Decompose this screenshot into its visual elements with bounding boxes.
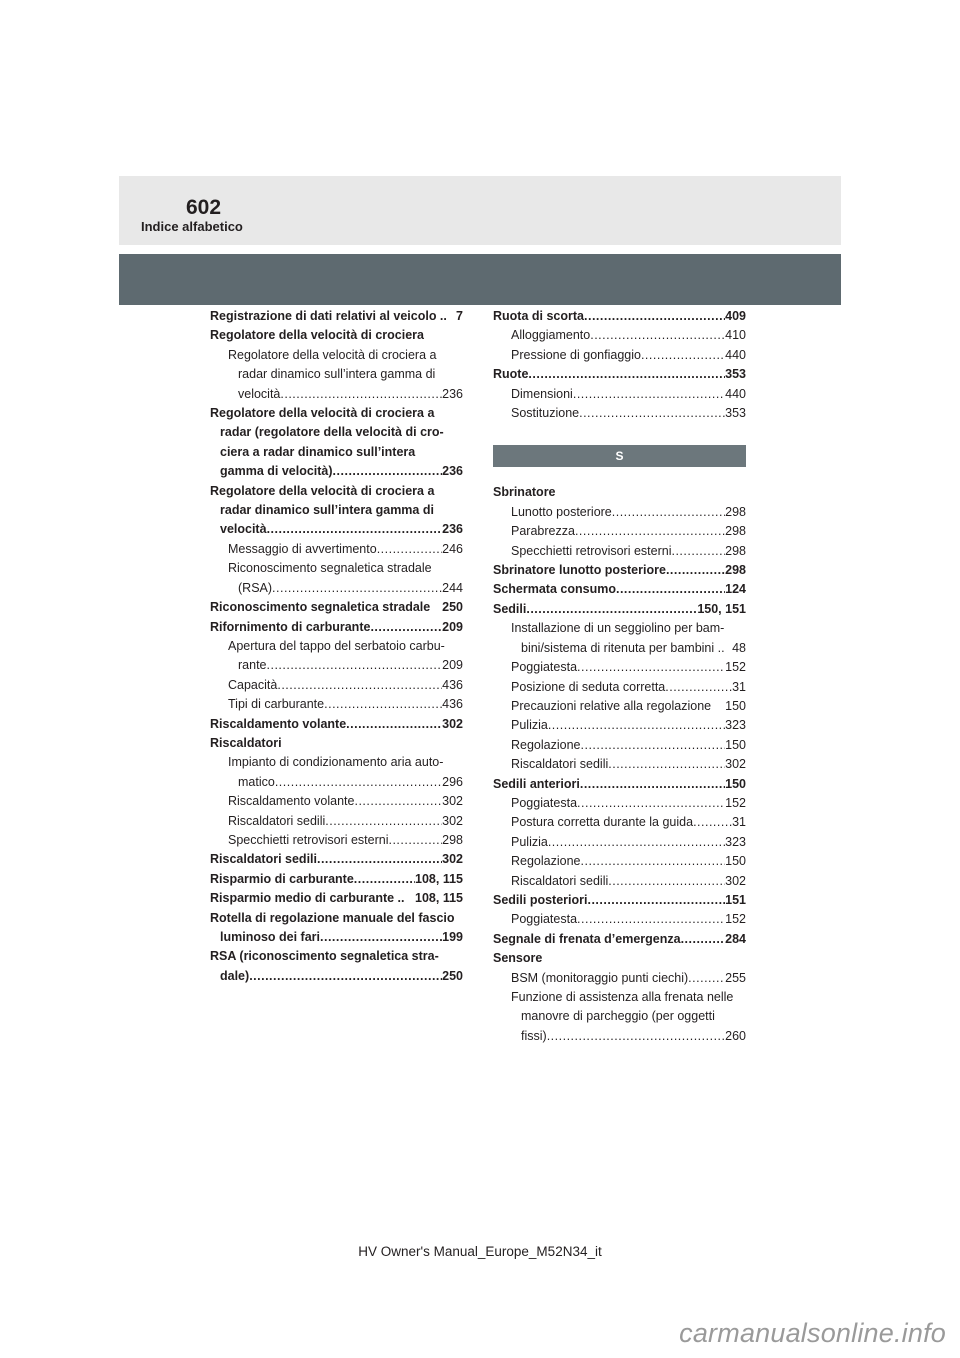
index-entry-label: Regolazione bbox=[511, 737, 581, 752]
dot-leader bbox=[580, 775, 725, 794]
index-entry bbox=[210, 676, 463, 695]
index-entry-page: 250 bbox=[442, 600, 463, 615]
dot-leader bbox=[671, 542, 725, 561]
index-entry bbox=[493, 813, 746, 832]
index-entry bbox=[210, 365, 463, 384]
index-entry-page: 150 bbox=[725, 698, 746, 713]
index-entry bbox=[493, 697, 746, 716]
index-entry bbox=[210, 889, 463, 908]
dot-leader bbox=[577, 794, 725, 813]
index-entry bbox=[210, 753, 463, 772]
index-entry bbox=[210, 618, 463, 637]
index-entry-page: 353 bbox=[725, 367, 746, 382]
index-entry bbox=[493, 794, 746, 813]
index-entry-label: Poggiatesta bbox=[511, 660, 578, 675]
index-entry-page: 108, 115 bbox=[415, 871, 463, 886]
index-entry bbox=[493, 872, 746, 891]
index-entry bbox=[493, 930, 746, 949]
index-entry-label: ciera a radar dinamico sull’intera bbox=[220, 444, 416, 459]
index-entry-page: 236 bbox=[442, 386, 463, 401]
dot-leader bbox=[577, 910, 725, 929]
index-entry bbox=[493, 716, 746, 735]
index-entry-page: 250 bbox=[442, 968, 463, 983]
index-entry-label: Sbrinatore lunotto posteriore bbox=[493, 563, 666, 578]
index-entry bbox=[210, 501, 463, 520]
index-entry-page: 150 bbox=[725, 776, 746, 791]
index-entry-page: 323 bbox=[725, 718, 746, 733]
index-entry bbox=[210, 423, 463, 442]
index-entry-page: 298 bbox=[725, 524, 746, 539]
index-entry-label: Alloggiamento bbox=[511, 328, 591, 343]
watermark: carmanualsonline.info bbox=[679, 1318, 946, 1348]
dot-leader bbox=[665, 678, 732, 697]
index-entry bbox=[493, 561, 746, 580]
index-entry bbox=[493, 365, 746, 384]
index-entry bbox=[210, 909, 463, 928]
index-entry-label: radar (regolatore della velocità di cro- bbox=[220, 425, 444, 440]
dot-leader bbox=[693, 813, 732, 832]
index-entry-page: 236 bbox=[442, 522, 463, 537]
index-entry-label: Messaggio di avvertimento bbox=[228, 541, 377, 556]
dot-leader bbox=[581, 852, 726, 871]
index-entry-label: Ruote bbox=[493, 367, 529, 382]
index-entry-label: Sostituzione bbox=[511, 406, 580, 421]
dot-leader bbox=[388, 831, 442, 850]
index-entry bbox=[493, 503, 746, 522]
index-entry bbox=[493, 988, 746, 1007]
dot-leader bbox=[579, 404, 725, 423]
index-entry bbox=[210, 307, 463, 326]
index-entry-label: fissi) bbox=[521, 1028, 547, 1043]
dot-leader bbox=[272, 579, 442, 598]
index-entry bbox=[493, 852, 746, 871]
index-entry-label: Schermata consumo bbox=[493, 582, 616, 597]
index-entry bbox=[210, 656, 463, 675]
index-entry bbox=[210, 947, 463, 966]
index-entry-page: 199 bbox=[442, 930, 463, 944]
index-entry-page: 7 bbox=[456, 309, 463, 323]
dot-leader bbox=[277, 676, 442, 695]
dot-leader bbox=[377, 540, 442, 559]
dot-leader bbox=[249, 967, 442, 986]
index-entry bbox=[493, 580, 746, 599]
index-entry bbox=[493, 1007, 746, 1026]
index-entry bbox=[210, 482, 463, 501]
index-entry-label: Regolatore della velocità di crociera bbox=[210, 328, 424, 343]
index-entry bbox=[210, 850, 463, 869]
dot-leader bbox=[280, 385, 442, 404]
index-entry-label: rante bbox=[238, 658, 267, 673]
index-entry-page: 409 bbox=[725, 309, 746, 323]
index-entry bbox=[493, 736, 746, 755]
index-entry-label: Pressione di gonfiaggio bbox=[511, 347, 641, 362]
index-entry bbox=[493, 910, 746, 929]
index-entry bbox=[493, 483, 746, 502]
index-entry-page: 150 bbox=[725, 737, 746, 752]
dot-leader bbox=[577, 658, 725, 677]
index-entry-page: 302 bbox=[442, 794, 463, 809]
index-entry bbox=[210, 812, 463, 831]
index-entry-label: Riscaldatori sedili bbox=[511, 873, 609, 888]
index-entry-page: 284 bbox=[725, 931, 746, 946]
index-entry-page: 410 bbox=[725, 328, 746, 343]
index-entry-page: 31 bbox=[732, 679, 746, 694]
index-entry-page: 236 bbox=[442, 464, 463, 479]
index-entry-label: Rotella di regolazione manuale del fascio bbox=[210, 910, 455, 925]
index-entry-page: 302 bbox=[725, 757, 746, 772]
index-entry-label: Postura corretta durante la guida bbox=[511, 815, 694, 830]
index-entry-label: Segnale di frenata d’emergenza bbox=[493, 931, 681, 946]
index-entry-label: RSA (riconoscimento segnaletica stra- bbox=[210, 949, 439, 964]
index-entry-label: Funzione di assistenza alla frenata nelle bbox=[511, 990, 734, 1004]
index-entry bbox=[493, 542, 746, 561]
index-entry-label: Rifornimento di carburante bbox=[210, 619, 371, 634]
index-entry bbox=[210, 870, 463, 889]
index-entry-label: Riconoscimento segnaletica stradale bbox=[210, 600, 431, 615]
index-entry-page: 298 bbox=[725, 543, 746, 558]
index-entry bbox=[493, 619, 746, 638]
dot-leader bbox=[547, 1027, 725, 1046]
index-entry-page: 150, 151 bbox=[697, 601, 746, 616]
index-entry-label: Riscaldatori bbox=[210, 735, 282, 750]
index-entry-page: 302 bbox=[442, 852, 463, 867]
index-entry-page: 298 bbox=[725, 563, 746, 578]
index-entry bbox=[493, 639, 746, 658]
index-entry bbox=[493, 600, 746, 619]
index-entry bbox=[210, 404, 463, 423]
dot-leader bbox=[688, 969, 725, 988]
index-entry-label: Sedili bbox=[493, 601, 527, 616]
index-entry-label: Installazione di un seggiolino per bam- bbox=[511, 621, 725, 636]
index-entry-label: Ruota di scorta bbox=[493, 309, 584, 323]
index-entry-label: (RSA) bbox=[238, 580, 273, 595]
index-entry bbox=[493, 326, 746, 345]
index-entry-page: 323 bbox=[725, 834, 746, 849]
index-entry bbox=[210, 326, 463, 345]
page-header bbox=[119, 176, 841, 245]
index-entry bbox=[210, 346, 463, 365]
index-entry-label: Sedili posteriori bbox=[493, 892, 588, 907]
index-entry bbox=[210, 715, 463, 734]
index-entry-label: Lunotto posteriore bbox=[511, 504, 612, 519]
index-entry bbox=[493, 307, 746, 326]
index-entry bbox=[493, 949, 746, 968]
index-entry bbox=[493, 678, 746, 697]
index-entry-label: Riscaldamento volante bbox=[210, 716, 347, 731]
index-entry bbox=[493, 891, 746, 910]
index-column-right bbox=[493, 307, 746, 1046]
index-entry-label: Apertura del tappo del serbatoio carbu- bbox=[228, 638, 445, 653]
index-entry-label: Pulizia bbox=[511, 718, 548, 733]
header-band bbox=[119, 254, 841, 305]
index-entry bbox=[210, 637, 463, 656]
dot-leader bbox=[324, 695, 442, 714]
index-entry bbox=[493, 346, 746, 365]
index-entry-page: 246 bbox=[442, 541, 463, 556]
section-title: Indice alfabetico bbox=[141, 219, 243, 234]
index-entry-label: manovre di parcheggio (per oggetti bbox=[521, 1009, 715, 1024]
index-entry-page: 244 bbox=[442, 580, 463, 595]
index-entry-page: 152 bbox=[725, 912, 746, 927]
index-entry-page: 298 bbox=[725, 504, 746, 519]
index-entry-label: bini/sistema di ritenuta per bambini .. bbox=[521, 640, 725, 655]
index-entry bbox=[493, 658, 746, 677]
index-entry-label: matico bbox=[238, 774, 275, 789]
index-entry-label: Precauzioni relative alla regolazione bbox=[511, 698, 712, 713]
index-entry bbox=[210, 792, 463, 811]
index-entry-page: 152 bbox=[725, 660, 746, 675]
index-entry-label: Dimensioni bbox=[511, 386, 573, 401]
index-entry-label: Riscaldamento volante bbox=[228, 794, 355, 809]
index-entry-page: 31 bbox=[732, 815, 746, 830]
dot-leader bbox=[641, 346, 725, 365]
dot-leader bbox=[267, 520, 443, 539]
dot-leader bbox=[616, 580, 725, 599]
dot-leader bbox=[608, 755, 725, 774]
dot-leader bbox=[581, 736, 726, 755]
index-column-left bbox=[210, 307, 463, 986]
index-entry-page: 440 bbox=[725, 347, 746, 362]
index-entry bbox=[210, 695, 463, 714]
index-entry-label: Risparmio di carburante bbox=[210, 871, 354, 886]
dot-leader bbox=[354, 792, 442, 811]
index-entry-label: Risparmio medio di carburante .. bbox=[210, 891, 405, 906]
dot-leader bbox=[317, 850, 442, 869]
index-entry bbox=[210, 598, 463, 617]
index-entry-page: 440 bbox=[725, 386, 746, 401]
index-entry-label: luminoso dei fari bbox=[220, 930, 321, 944]
footer-manual-id: HV Owner's Manual_Europe_M52N34_it bbox=[358, 1244, 602, 1259]
index-entry-label: Regolatore della velocità di crociera a bbox=[228, 347, 437, 362]
index-group-r bbox=[493, 307, 746, 423]
index-entry-page: 302 bbox=[442, 813, 463, 828]
dot-leader bbox=[584, 307, 725, 326]
index-entry-page: 298 bbox=[442, 832, 463, 847]
index-entry-label: Parabrezza bbox=[511, 524, 575, 539]
index-entry-label: Regolatore della velocità di crociera a bbox=[210, 483, 435, 498]
index-entry-label: gamma di velocità) bbox=[220, 464, 333, 479]
index-entry-label: Riconoscimento segnaletica stradale bbox=[228, 561, 432, 576]
index-entry-page: 108, 115 bbox=[415, 891, 463, 906]
dot-leader bbox=[528, 365, 725, 384]
index-entry bbox=[493, 755, 746, 774]
index-entry-label: BSM (monitoraggio punti ciechi) bbox=[511, 970, 689, 985]
index-entry-label: radar dinamico sull’intera gamma di bbox=[238, 367, 436, 382]
dot-leader bbox=[275, 773, 442, 792]
index-entry-label: Riscaldatori sedili bbox=[511, 757, 609, 772]
index-entry-page: 436 bbox=[442, 697, 463, 712]
index-entry-page: 150 bbox=[725, 854, 746, 869]
index-entry bbox=[493, 522, 746, 541]
dot-leader bbox=[333, 462, 443, 481]
index-entry-label: velocità bbox=[238, 386, 281, 401]
index-entry-label: Specchietti retrovisori esterni bbox=[228, 832, 389, 847]
index-entry-page: 48 bbox=[732, 640, 746, 655]
index-entry bbox=[210, 773, 463, 792]
dot-leader bbox=[575, 522, 725, 541]
index-group-s bbox=[493, 483, 746, 1046]
dot-leader bbox=[666, 561, 725, 580]
index-entry bbox=[493, 775, 746, 794]
dot-leader bbox=[590, 326, 725, 345]
index-entry-page: 124 bbox=[725, 582, 746, 597]
index-entry bbox=[493, 969, 746, 988]
dot-leader bbox=[320, 928, 442, 947]
index-entry-label: Impianto di condizionamento aria auto- bbox=[228, 755, 444, 770]
index-entry-label: Tipi di carburante bbox=[228, 697, 325, 712]
dot-leader bbox=[612, 503, 725, 522]
index-entry-page: 152 bbox=[725, 795, 746, 810]
index-entry-label: Riscaldatori sedili bbox=[210, 852, 317, 867]
index-entry-label: radar dinamico sull’intera gamma di bbox=[220, 503, 434, 518]
dot-leader bbox=[681, 930, 726, 949]
index-entry bbox=[210, 967, 463, 986]
index-entry bbox=[210, 928, 463, 947]
index-entry-label: dale) bbox=[220, 968, 250, 983]
index-entry-page: 302 bbox=[442, 716, 463, 731]
index-entry bbox=[210, 559, 463, 578]
index-entry-label: Registrazione di dati relativi al veicolo .. bbox=[210, 309, 447, 323]
index-entry-page: 302 bbox=[725, 873, 746, 888]
index-entry-page: 436 bbox=[442, 677, 463, 692]
index-entry-label: Riscaldatori sedili bbox=[228, 813, 326, 828]
dot-leader bbox=[608, 872, 725, 891]
index-entry-page: 255 bbox=[725, 970, 746, 985]
dot-leader bbox=[548, 716, 725, 735]
dot-leader bbox=[548, 833, 725, 852]
index-entry bbox=[210, 831, 463, 850]
dot-leader bbox=[587, 891, 725, 910]
index-entry bbox=[210, 540, 463, 559]
index-entry-label: Specchietti retrovisori esterni bbox=[511, 543, 672, 558]
index-entry-page: 353 bbox=[725, 406, 746, 421]
index-entry-label: Capacità bbox=[228, 677, 278, 692]
index-entry-label: Regolazione bbox=[511, 854, 581, 869]
index-entry-label: velocità bbox=[220, 522, 267, 537]
index-entry-label: Sedili anteriori bbox=[493, 776, 580, 791]
index-entry bbox=[210, 520, 463, 539]
dot-leader bbox=[573, 385, 725, 404]
index-entry bbox=[210, 734, 463, 753]
index-entry-page: 151 bbox=[725, 892, 746, 907]
dot-leader bbox=[354, 870, 415, 889]
index-entry bbox=[493, 833, 746, 852]
index-entry-page: 296 bbox=[442, 774, 463, 789]
index-entry-label: Poggiatesta bbox=[511, 912, 578, 927]
index-entry-label: Poggiatesta bbox=[511, 795, 578, 810]
dot-leader bbox=[526, 600, 697, 619]
dot-leader bbox=[370, 618, 442, 637]
index-entry bbox=[210, 443, 463, 462]
dot-leader bbox=[267, 656, 443, 675]
index-entry bbox=[210, 385, 463, 404]
index-entry-label: Sensore bbox=[493, 951, 543, 966]
index-entry bbox=[493, 1027, 746, 1046]
index-entry bbox=[210, 462, 463, 481]
index-entry-label: Pulizia bbox=[511, 834, 548, 849]
section-letter: S bbox=[615, 448, 624, 463]
dot-leader bbox=[325, 812, 442, 831]
index-entry-page: 209 bbox=[442, 619, 463, 634]
dot-leader bbox=[346, 715, 442, 734]
index-entry-label: Sbrinatore bbox=[493, 485, 556, 500]
index-entry-page: 209 bbox=[442, 658, 463, 673]
index-entry-page: 260 bbox=[725, 1028, 746, 1043]
page-number: 602 bbox=[186, 196, 222, 219]
index-entry-label: Posizione di seduta corretta bbox=[511, 679, 666, 694]
section-letter-band bbox=[493, 445, 746, 467]
index-entry bbox=[493, 404, 746, 423]
index-entry bbox=[210, 579, 463, 598]
index-entry-label: Regolatore della velocità di crociera a bbox=[210, 406, 435, 421]
index-entry bbox=[493, 385, 746, 404]
